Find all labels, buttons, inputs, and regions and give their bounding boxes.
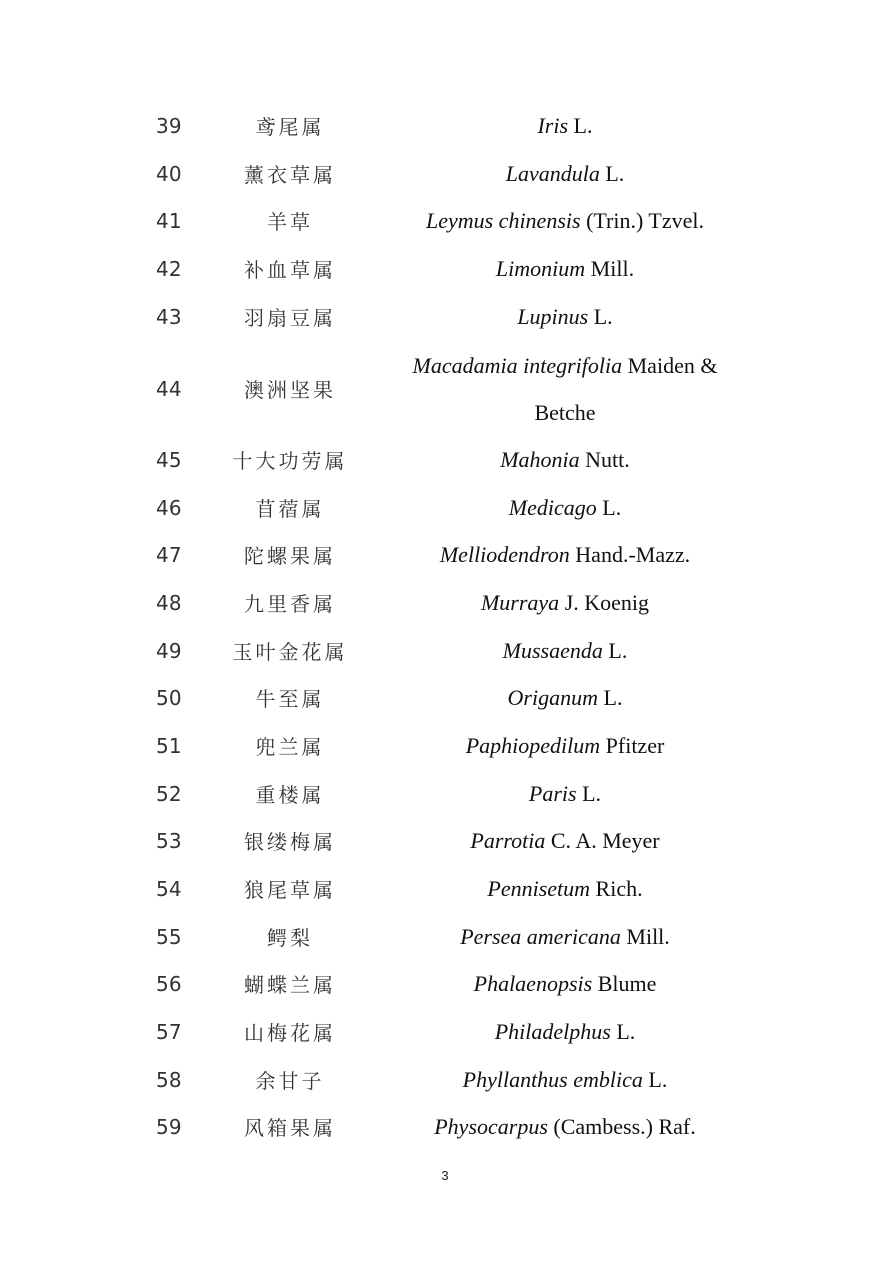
row-number: 48 bbox=[156, 590, 182, 615]
row-number: 56 bbox=[156, 971, 182, 996]
genus-name: Limonium bbox=[495, 256, 586, 282]
table-row bbox=[0, 531, 890, 579]
row-number: 59 bbox=[156, 1114, 182, 1139]
author-name: Blume bbox=[597, 971, 657, 997]
table-row bbox=[0, 627, 890, 675]
genus-name: Medicago bbox=[508, 495, 597, 521]
table-row bbox=[0, 913, 890, 961]
author-name: (Cambess.) Raf. bbox=[553, 1114, 696, 1140]
author-name: Rich. bbox=[595, 876, 643, 902]
genus-name: Paphiopedilum bbox=[465, 733, 601, 759]
chinese-name: 鸢尾属 bbox=[255, 115, 325, 140]
chinese-name: 狼尾草属 bbox=[244, 878, 336, 903]
table-row bbox=[0, 1056, 890, 1104]
genus-name: Murraya bbox=[480, 590, 560, 616]
table-row bbox=[0, 1103, 890, 1151]
table-row bbox=[0, 436, 890, 484]
table-row bbox=[0, 484, 890, 532]
row-number: 47 bbox=[156, 542, 182, 567]
genus-name: Persea americana bbox=[460, 924, 621, 950]
author-name: J. Koenig bbox=[564, 590, 650, 616]
author-name: L. bbox=[605, 161, 625, 187]
table-row bbox=[0, 1008, 890, 1056]
scientific-name bbox=[395, 1103, 735, 1151]
page-number: 3 bbox=[441, 1168, 449, 1183]
genus-name: Iris bbox=[537, 113, 569, 139]
table-row bbox=[0, 102, 890, 150]
row-number: 46 bbox=[156, 495, 182, 520]
row-number: 41 bbox=[156, 208, 182, 233]
scientific-name bbox=[395, 1008, 735, 1056]
scientific-name bbox=[395, 913, 735, 961]
table-row bbox=[0, 817, 890, 865]
author-name: Hand.-Mazz. bbox=[575, 542, 691, 568]
scientific-name bbox=[395, 770, 735, 818]
table-row bbox=[0, 293, 890, 341]
scientific-name bbox=[395, 484, 735, 532]
scientific-name bbox=[395, 197, 735, 245]
table-row bbox=[0, 865, 890, 913]
author-name: Maiden & Betche bbox=[534, 352, 718, 425]
chinese-name: 补血草属 bbox=[244, 258, 336, 283]
table-row bbox=[0, 674, 890, 722]
row-number: 43 bbox=[156, 304, 182, 329]
scientific-name bbox=[395, 341, 735, 436]
author-name: L. bbox=[573, 113, 593, 139]
row-number: 44 bbox=[156, 376, 182, 401]
scientific-name bbox=[395, 865, 735, 913]
author-name: L. bbox=[608, 638, 628, 664]
author-name: L. bbox=[593, 304, 613, 330]
author-name: L. bbox=[602, 495, 622, 521]
genus-name: Lavandula bbox=[505, 161, 600, 187]
scientific-name bbox=[395, 722, 735, 770]
chinese-name: 鳄梨 bbox=[267, 926, 313, 951]
row-number: 54 bbox=[156, 876, 182, 901]
chinese-name: 兜兰属 bbox=[255, 735, 325, 760]
author-name: Mill. bbox=[626, 924, 670, 950]
row-number: 58 bbox=[156, 1067, 182, 1092]
genus-name: Phalaenopsis bbox=[473, 971, 593, 997]
author-name: L. bbox=[648, 1067, 668, 1093]
row-number: 45 bbox=[156, 447, 182, 472]
table-row bbox=[0, 150, 890, 198]
row-number: 55 bbox=[156, 924, 182, 949]
chinese-name: 苜蓿属 bbox=[255, 497, 325, 522]
author-name: L. bbox=[616, 1019, 636, 1045]
genus-name: Physocarpus bbox=[434, 1114, 548, 1140]
author-name: (Trin.) Tzvel. bbox=[586, 208, 705, 234]
chinese-name: 重楼属 bbox=[255, 783, 325, 808]
row-number: 52 bbox=[156, 781, 182, 806]
table-row bbox=[0, 960, 890, 1008]
genus-name: Mussaenda bbox=[502, 638, 603, 664]
genus-name: Philadelphus bbox=[494, 1019, 611, 1045]
author-name: Nutt. bbox=[585, 447, 630, 473]
genus-name: Leymus chinensis bbox=[425, 208, 581, 234]
author-name: C. A. Meyer bbox=[550, 828, 660, 854]
author-name: L. bbox=[603, 685, 623, 711]
genus-name: Mahonia bbox=[500, 447, 580, 473]
scientific-name bbox=[395, 102, 735, 150]
chinese-name: 风箱果属 bbox=[244, 1116, 336, 1141]
table-row bbox=[0, 579, 890, 627]
genus-name: Origanum bbox=[507, 685, 598, 711]
chinese-name: 牛至属 bbox=[255, 687, 325, 712]
table-row bbox=[0, 722, 890, 770]
scientific-name bbox=[395, 817, 735, 865]
row-number: 39 bbox=[156, 113, 182, 138]
row-number: 40 bbox=[156, 161, 182, 186]
genus-name: Parrotia bbox=[470, 828, 546, 854]
chinese-name: 羊草 bbox=[267, 210, 313, 235]
scientific-name bbox=[395, 579, 735, 627]
chinese-name: 银缕梅属 bbox=[244, 830, 336, 855]
scientific-name bbox=[395, 245, 735, 293]
chinese-name: 澳洲坚果 bbox=[244, 378, 336, 402]
table-row bbox=[0, 245, 890, 293]
chinese-name: 余甘子 bbox=[255, 1069, 325, 1094]
table-row bbox=[0, 197, 890, 245]
chinese-name: 十大功劳属 bbox=[232, 449, 348, 474]
table-row bbox=[0, 770, 890, 818]
genus-name: Melliodendron bbox=[439, 542, 570, 568]
genus-name: Phyllanthus emblica bbox=[462, 1067, 643, 1093]
scientific-name bbox=[395, 531, 735, 579]
scientific-name bbox=[395, 627, 735, 675]
chinese-name: 玉叶金花属 bbox=[232, 640, 348, 665]
chinese-name: 陀螺果属 bbox=[244, 544, 336, 569]
chinese-name: 薰衣草属 bbox=[244, 163, 336, 188]
author-name: Pfitzer bbox=[605, 733, 665, 759]
row-number: 51 bbox=[156, 733, 182, 758]
scientific-name bbox=[395, 960, 735, 1008]
row-number: 42 bbox=[156, 256, 182, 281]
table-row bbox=[0, 341, 890, 436]
scientific-name bbox=[395, 674, 735, 722]
author-name: L. bbox=[582, 781, 602, 807]
chinese-name: 蝴蝶兰属 bbox=[244, 973, 336, 998]
row-number: 49 bbox=[156, 638, 182, 663]
chinese-name: 九里香属 bbox=[244, 592, 336, 617]
author-name: Mill. bbox=[590, 256, 635, 282]
scientific-name bbox=[395, 436, 735, 484]
row-number: 50 bbox=[156, 685, 182, 710]
genus-name: Lupinus bbox=[517, 304, 589, 330]
genus-name: Macadamia integrifolia bbox=[412, 352, 623, 378]
scientific-name bbox=[395, 293, 735, 341]
scientific-name bbox=[395, 150, 735, 198]
chinese-name: 羽扇豆属 bbox=[244, 306, 336, 331]
genus-name: Pennisetum bbox=[487, 876, 591, 902]
chinese-name: 山梅花属 bbox=[244, 1021, 336, 1046]
row-number: 53 bbox=[156, 828, 182, 853]
row-number: 57 bbox=[156, 1019, 182, 1044]
scientific-name bbox=[395, 1056, 735, 1104]
genus-name: Paris bbox=[528, 781, 577, 807]
